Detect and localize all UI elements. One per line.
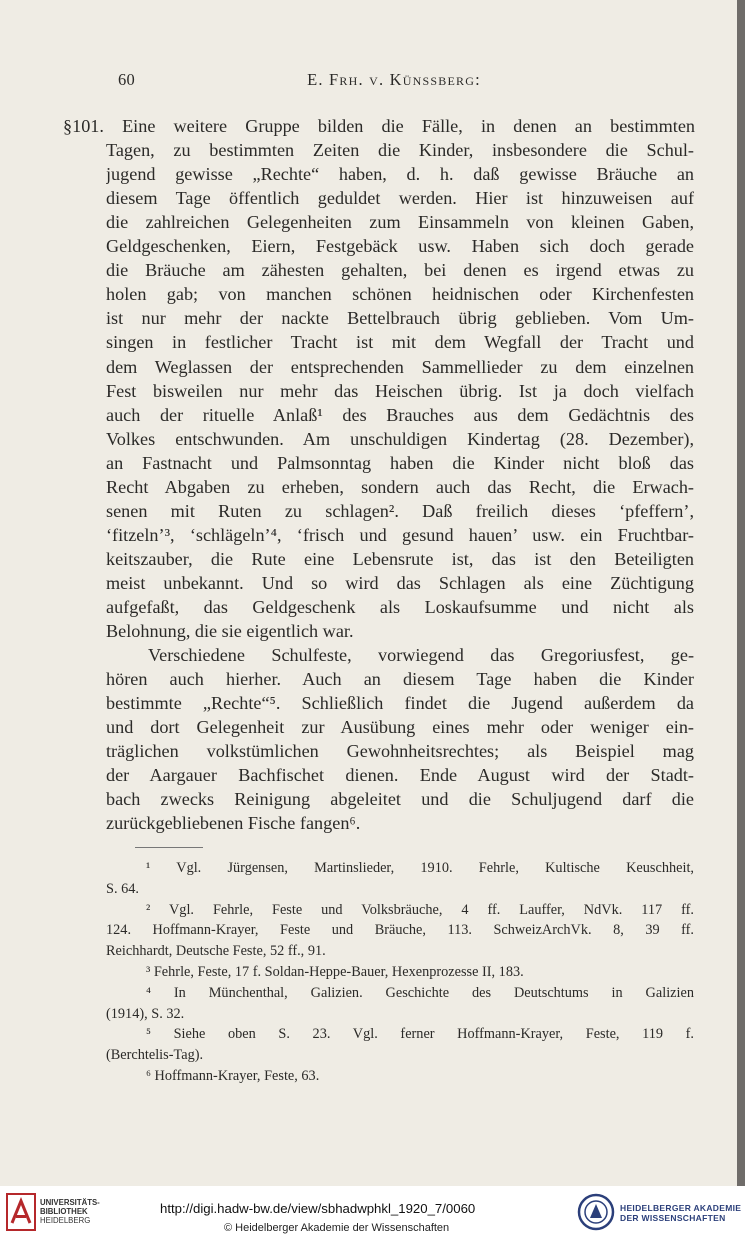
text-line: hören auch hierher. Auch an diesem Tage haben die Kinder [106, 669, 694, 690]
text-line: jugend gewisse „Rechte“ haben, d. h. daß gewisse Bräuche an [106, 164, 694, 185]
text-line: keitszauber, die Rute eine Lebensrute ist, das ist den Beteiligten [106, 548, 694, 569]
text-line: dem Weglassen der entsprechenden Sammellieder zu dem einzelnen [106, 356, 694, 377]
footnote-line: ² Vgl. Fehrle, Feste und Volksbräuche, 4 ff. Lauffer, NdVk. 117 ff. [146, 901, 694, 918]
footnote-rule [135, 847, 203, 848]
footnote-line: Reichhardt, Deutsche Feste, 52 ff., 91. [106, 943, 326, 960]
text-line: die zahlreichen Gelegenheiten zum Einsammeln von kleinen Gaben, [106, 212, 694, 233]
text-line: Tagen, zu bestimmten Zeiten die Kinder, insbesondere die Schul- [106, 140, 694, 161]
text-line: Volkes entschwunden. Am unschuldigen Kindertag (28. Dezember), [106, 428, 694, 449]
library-line-3: HEIDELBERG [40, 1216, 91, 1225]
footnote-line: ⁵ Siehe oben S. 23. Vgl. ferner Hoffmann-Krayer, Feste, 119 f. [146, 1026, 694, 1043]
permalink-url[interactable]: http://digi.hadw-bw.de/view/sbhadwphkl_1920_7/0060 [160, 1201, 476, 1216]
footnote-line: (1914), S. 32. [106, 1005, 185, 1022]
library-name[interactable] [40, 1198, 100, 1225]
text-line: aufgefaßt, das Geldgeschenk als Loskaufsumme und nicht als [106, 597, 694, 617]
running-head: E. Frh. v. Künssberg: [307, 70, 481, 89]
footnote-line: S. 64. [106, 880, 139, 897]
text-line: Recht Abgaben zu erheben, sondern auch das Recht, die Erwach- [106, 476, 694, 497]
library-line-1: UNIVERSITÄTS- [40, 1198, 100, 1207]
text-line: ist nur mehr der nackte Bettelbrauch übrig geblieben. Vom Um- [106, 308, 694, 329]
footnote-line: 124. Hoffmann-Krayer, Feste und Bräuche, 113. SchweizArchVk. 8, 39 ff. [106, 922, 694, 939]
page-edge [737, 0, 745, 1186]
page-number: 60 [118, 70, 136, 89]
text-line: träglichen volkstümlichen Gewohnheitsrechtes; als Beispiel mag [106, 741, 694, 762]
hadw-seal-icon[interactable] [577, 1193, 615, 1231]
text-line: zurückgebliebenen Fische fangen⁶. [106, 813, 361, 834]
text-line: Geldgeschenken, Eiern, Festgebäck usw. Haben sich doch gerade [106, 236, 694, 257]
text-line: auch der rituelle Anlaß¹ des Brauches aus dem Gedächtnis des [106, 404, 694, 425]
text-line: diesem Tage öffentlich geduldet werden. Hier ist hinzuweisen auf [106, 188, 694, 209]
ub-heidelberg-logo-icon[interactable] [6, 1193, 36, 1231]
text-line: ‘fitzeln’³, ‘schlägeln’⁴, ‘frisch und gesund hauen’ usw. ein Fruchtbar- [106, 524, 694, 545]
text-line: meist unbekannt. Und so wird das Schlagen als eine Züchtigung [106, 572, 694, 593]
text-line: holen gab; von manchen schönen heidnischen oder Kirchenfesten [106, 284, 694, 305]
academy-line-2: DER WISSENSCHAFTEN [620, 1213, 726, 1223]
text-line: die Bräuche am zähesten gehalten, bei denen es irgend etwas zu [106, 260, 694, 281]
text-line: singen in festlicher Tracht ist mit dem Wegfall der Tracht und [106, 332, 694, 353]
text-line: bach zwecks Reinigung abgeleitet und die Schuljugend darf die [106, 789, 694, 810]
footnote-line: ³ Fehrle, Feste, 17 f. Soldan-Heppe-Bauer, Hexenprozesse II, 183. [146, 964, 524, 980]
text-line: §101. Eine weitere Gruppe bilden die Fälle, in denen an bestimmten [63, 116, 695, 136]
footnote-line: (Berchtelis-Tag). [106, 1047, 204, 1064]
footnote-line: ⁶ Hoffmann-Krayer, Feste, 63. [146, 1068, 320, 1084]
copyright-notice: © Heidelberger Akademie der Wissenschaften [224, 1222, 450, 1234]
library-line-2: BIBLIOTHEK [40, 1207, 88, 1216]
text-line: senen mit Ruten zu schlagen². Daß freilich dieses ‘pfeffern’, [106, 500, 694, 521]
text-line: und dort Gelegenheit zur Ausübung eines mehr oder weniger ein- [106, 717, 694, 738]
footnote-line: ⁴ In Münchenthal, Galizien. Geschichte des Deutschtums in Galizien [146, 984, 694, 1001]
footnote-line: ¹ Vgl. Jürgensen, Martinslieder, 1910. Fehrle, Kultische Keuschheit, [146, 860, 694, 876]
academy-line-1: HEIDELBERGER AKADEMIE [620, 1203, 742, 1213]
text-line: der Aargauer Bachfischet dienen. Ende August wird der Stadt- [106, 765, 694, 786]
text-line: Verschiedene Schulfeste, vorwiegend das Gregoriusfest, ge- [148, 645, 694, 666]
text-line: an Fastnacht und Palmsonntag haben die Kinder nicht bloß das [106, 452, 694, 473]
text-line: Belohnung, die sie eigentlich war. [106, 621, 354, 642]
academy-name[interactable] [620, 1203, 741, 1223]
text-line: bestimmte „Rechte“⁵. Schließlich findet die Jugend außerdem da [106, 693, 694, 714]
text-line: Fest bisweilen nur mehr das Heischen übrig. Ist ja doch vielfach [106, 380, 694, 401]
